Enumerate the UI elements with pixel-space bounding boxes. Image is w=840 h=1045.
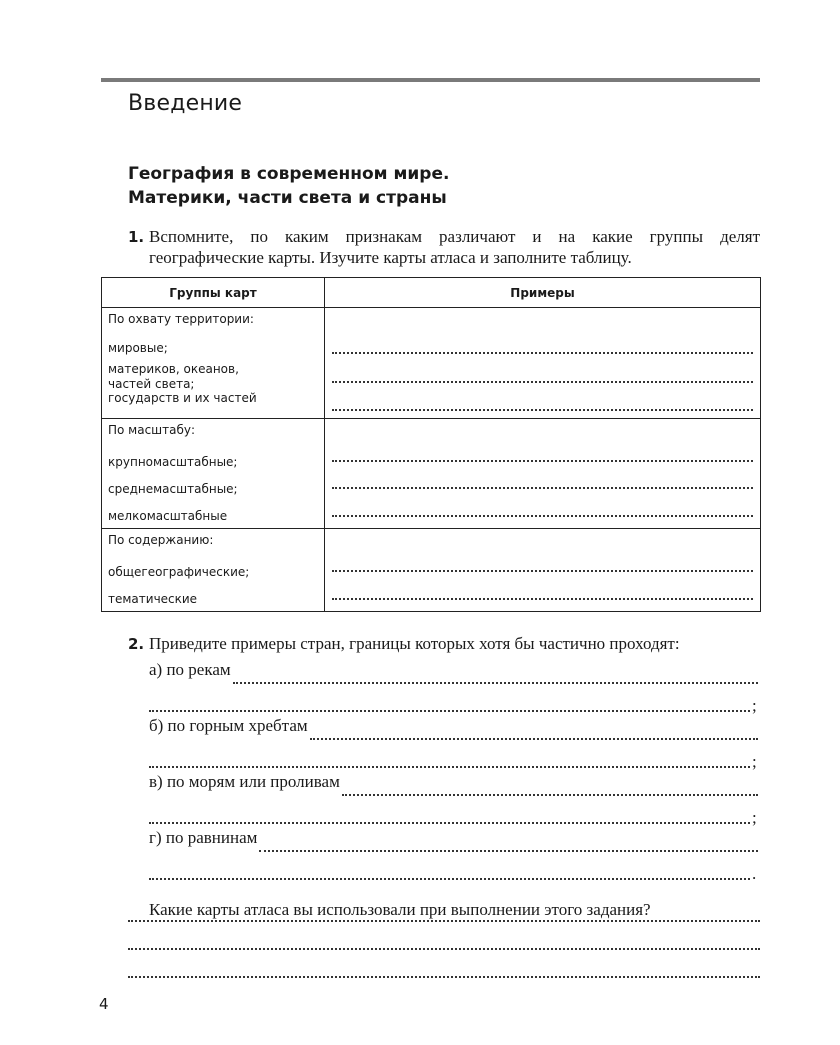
- answer-line[interactable]: [342, 794, 758, 796]
- task-2: [128, 634, 760, 926]
- answer-line[interactable]: [259, 850, 758, 852]
- border-item-label: г) по равнинам: [149, 828, 258, 847]
- answer-line[interactable]: [128, 920, 760, 922]
- answer-line[interactable]: [332, 598, 753, 600]
- answer-line[interactable]: [149, 878, 750, 880]
- group-title: По содержанию:: [108, 533, 214, 547]
- group-item: крупномасштабные;: [108, 455, 238, 469]
- border-item-label: в) по морям или проливам: [149, 772, 340, 791]
- line-end-punct: ;: [752, 696, 757, 715]
- answer-line[interactable]: [149, 710, 750, 712]
- section-title-line-2: Материки, части света и страны: [128, 188, 447, 208]
- group-title: По масштабу:: [108, 423, 196, 437]
- chapter-title: Введение: [128, 91, 243, 116]
- section-title: [128, 162, 449, 210]
- table-row: [102, 419, 761, 529]
- answer-line[interactable]: [332, 487, 753, 489]
- group-item: общегеографические;: [108, 565, 250, 579]
- answer-line[interactable]: [128, 976, 760, 978]
- question-answer-lines: [128, 900, 760, 984]
- group-title: По охвату территории:: [108, 312, 254, 326]
- header-groups: Группы карт: [102, 278, 325, 308]
- task-1-text: Вспомните, по каким признакам различают и на какие группы делят географические карты. Изучите карты атласа и заполните таблицу.: [149, 227, 760, 267]
- line-end-punct: ;: [752, 752, 757, 771]
- group-item: материков, океанов, частей света;: [108, 362, 239, 391]
- answer-line[interactable]: [332, 515, 753, 517]
- group-item: мировые;: [108, 341, 168, 355]
- map-groups-table: [101, 277, 761, 612]
- task-1-number: 1.: [128, 228, 145, 246]
- border-item-label: а) по рекам: [149, 660, 231, 679]
- group-item: мелкомасштабные: [108, 509, 228, 523]
- group-item: государств и их частей: [108, 391, 257, 405]
- answer-line[interactable]: [332, 352, 753, 354]
- answer-line[interactable]: [332, 381, 753, 383]
- line-end-punct: .: [752, 864, 757, 883]
- answer-line[interactable]: [332, 570, 753, 572]
- border-item-label: б) по горным хребтам: [149, 716, 308, 735]
- table-row: [102, 308, 761, 419]
- section-title-line-1: География в современном мире.: [128, 164, 450, 184]
- group-item: тематические: [108, 592, 198, 606]
- answer-line[interactable]: [149, 766, 750, 768]
- task-1: [128, 226, 760, 268]
- line-end-punct: ;: [752, 808, 757, 827]
- table-header-row: [102, 278, 761, 308]
- answer-line[interactable]: [149, 822, 750, 824]
- header-rule: [101, 78, 760, 82]
- table-row: [102, 529, 761, 612]
- header-examples: Примеры: [325, 278, 761, 308]
- task-2-question: Какие карты атласа вы использовали при выполнении этого задания?: [149, 900, 651, 919]
- answer-line[interactable]: [332, 409, 753, 411]
- page-number: 4: [99, 995, 109, 1013]
- group-item: среднемасштабные;: [108, 482, 238, 496]
- answer-line[interactable]: [310, 738, 758, 740]
- answer-line[interactable]: [332, 460, 753, 462]
- answer-line[interactable]: [233, 682, 758, 684]
- answer-line[interactable]: [128, 948, 760, 950]
- task-2-number: 2.: [128, 635, 145, 653]
- task-2-text: Приведите примеры стран, границы которых хотя бы частично проходят:: [149, 634, 680, 653]
